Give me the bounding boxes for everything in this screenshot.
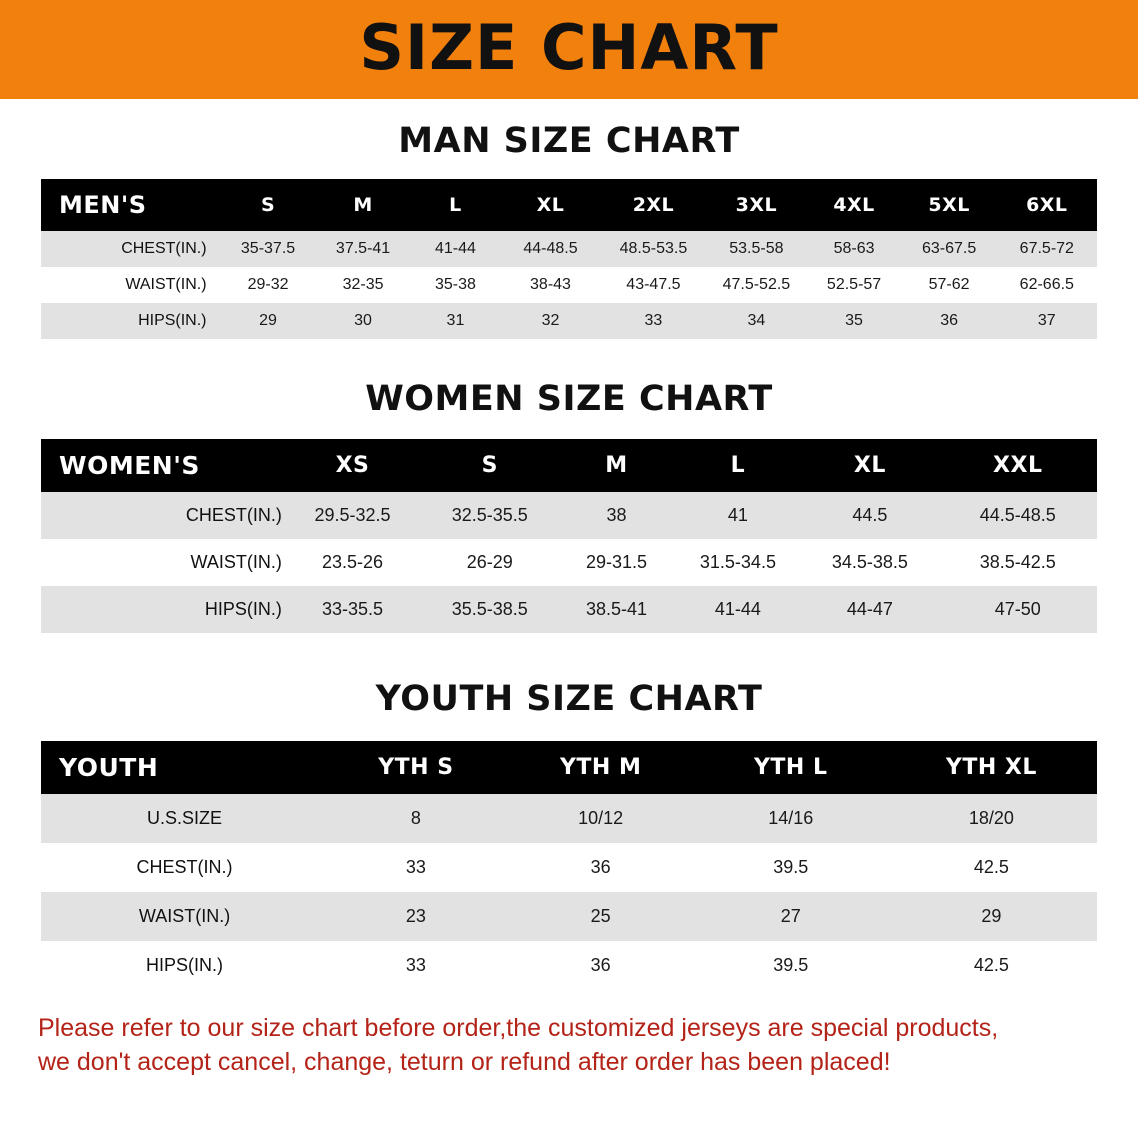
youth-table-wrap <box>0 741 1138 990</box>
women-size-table <box>41 439 1097 633</box>
col-header: S <box>421 439 558 492</box>
col-header: S <box>221 179 316 231</box>
col-header: 6XL <box>997 179 1097 231</box>
row-label: WAIST(IN.) <box>41 892 326 941</box>
cell: 38-43 <box>500 267 600 303</box>
cell: 23 <box>326 892 506 941</box>
cell: 58-63 <box>807 231 902 267</box>
cell: 62-66.5 <box>997 267 1097 303</box>
man-section-title: MAN SIZE CHART <box>398 121 740 161</box>
cell: 33 <box>326 843 506 892</box>
cell: 33 <box>326 941 506 990</box>
disclaimer-line-2: we don't accept cancel, change, teturn or refund after order has been placed! <box>38 1047 891 1076</box>
cell: 25 <box>506 892 696 941</box>
col-header: WOMEN'S <box>41 439 284 492</box>
disclaimer-line-1: Please refer to our size chart before order,the customized jerseys are special products, <box>38 1014 999 1042</box>
table-row <box>41 586 1097 633</box>
row-label: WAIST(IN.) <box>41 267 221 303</box>
cell: 44-47 <box>801 586 938 633</box>
cell: 67.5-72 <box>997 231 1097 267</box>
col-header: YTH L <box>696 741 886 794</box>
row-label: WAIST(IN.) <box>41 539 284 586</box>
cell: 10/12 <box>506 794 696 843</box>
women-section-title: WOMEN SIZE CHART <box>365 379 773 419</box>
table-row <box>41 539 1097 586</box>
cell: 38 <box>558 492 674 539</box>
cell: 47-50 <box>939 586 1097 633</box>
cell: 36 <box>506 843 696 892</box>
cell: 53.5-58 <box>706 231 806 267</box>
cell: 29 <box>886 892 1097 941</box>
women-table-wrap <box>0 439 1138 633</box>
table-row <box>41 303 1097 339</box>
cell: 32.5-35.5 <box>421 492 558 539</box>
cell: 32-35 <box>316 267 411 303</box>
cell: 63-67.5 <box>902 231 997 267</box>
man-table-wrap <box>0 179 1138 339</box>
cell: 41-44 <box>411 231 501 267</box>
cell: 29-32 <box>221 267 316 303</box>
cell: 32 <box>500 303 600 339</box>
table-header-row <box>41 439 1097 492</box>
cell: 33 <box>601 303 707 339</box>
table-row <box>41 231 1097 267</box>
col-header: 5XL <box>902 179 997 231</box>
cell: 41-44 <box>675 586 802 633</box>
col-header: L <box>675 439 802 492</box>
cell: 18/20 <box>886 794 1097 843</box>
cell: 33-35.5 <box>284 586 421 633</box>
col-header: XS <box>284 439 421 492</box>
cell: 8 <box>326 794 506 843</box>
col-header: YOUTH <box>41 741 326 794</box>
cell: 29-31.5 <box>558 539 674 586</box>
man-size-table <box>41 179 1097 339</box>
row-label: U.S.SIZE <box>41 794 326 843</box>
cell: 42.5 <box>886 843 1097 892</box>
cell: 35-38 <box>411 267 501 303</box>
col-header: XL <box>801 439 938 492</box>
cell: 29.5-32.5 <box>284 492 421 539</box>
table-row <box>41 941 1097 990</box>
page-banner <box>0 0 1138 99</box>
cell: 36 <box>506 941 696 990</box>
cell: 37 <box>997 303 1097 339</box>
cell: 57-62 <box>902 267 997 303</box>
cell: 38.5-41 <box>558 586 674 633</box>
cell: 37.5-41 <box>316 231 411 267</box>
cell: 35-37.5 <box>221 231 316 267</box>
cell: 34.5-38.5 <box>801 539 938 586</box>
col-header: MEN'S <box>41 179 221 231</box>
row-label: CHEST(IN.) <box>41 843 326 892</box>
table-row <box>41 267 1097 303</box>
row-label: CHEST(IN.) <box>41 231 221 267</box>
col-header: YTH M <box>506 741 696 794</box>
table-row <box>41 794 1097 843</box>
col-header: M <box>558 439 674 492</box>
cell: 52.5-57 <box>807 267 902 303</box>
cell: 44.5 <box>801 492 938 539</box>
cell: 42.5 <box>886 941 1097 990</box>
row-label: HIPS(IN.) <box>41 586 284 633</box>
cell: 35.5-38.5 <box>421 586 558 633</box>
table-row <box>41 892 1097 941</box>
cell: 31 <box>411 303 501 339</box>
col-header: 3XL <box>706 179 806 231</box>
cell: 27 <box>696 892 886 941</box>
cell: 44-48.5 <box>500 231 600 267</box>
col-header: YTH S <box>326 741 506 794</box>
cell: 48.5-53.5 <box>601 231 707 267</box>
cell: 41 <box>675 492 802 539</box>
cell: 43-47.5 <box>601 267 707 303</box>
cell: 31.5-34.5 <box>675 539 802 586</box>
table-row <box>41 843 1097 892</box>
cell: 35 <box>807 303 902 339</box>
cell: 14/16 <box>696 794 886 843</box>
youth-size-table <box>41 741 1097 990</box>
cell: 26-29 <box>421 539 558 586</box>
col-header: YTH XL <box>886 741 1097 794</box>
table-row <box>41 492 1097 539</box>
col-header: 4XL <box>807 179 902 231</box>
cell: 38.5-42.5 <box>939 539 1097 586</box>
youth-section-title: YOUTH SIZE CHART <box>375 679 763 719</box>
row-label: HIPS(IN.) <box>41 941 326 990</box>
col-header: XL <box>500 179 600 231</box>
col-header: 2XL <box>601 179 707 231</box>
cell: 23.5-26 <box>284 539 421 586</box>
table-header-row <box>41 179 1097 231</box>
cell: 34 <box>706 303 806 339</box>
col-header: L <box>411 179 501 231</box>
col-header: XXL <box>939 439 1097 492</box>
row-label: CHEST(IN.) <box>41 492 284 539</box>
cell: 39.5 <box>696 843 886 892</box>
cell: 44.5-48.5 <box>939 492 1097 539</box>
disclaimer-note <box>38 1012 1108 1080</box>
row-label: HIPS(IN.) <box>41 303 221 339</box>
cell: 36 <box>902 303 997 339</box>
page-title: SIZE CHART <box>359 10 779 84</box>
table-header-row <box>41 741 1097 794</box>
cell: 47.5-52.5 <box>706 267 806 303</box>
cell: 39.5 <box>696 941 886 990</box>
col-header: M <box>316 179 411 231</box>
cell: 30 <box>316 303 411 339</box>
cell: 29 <box>221 303 316 339</box>
